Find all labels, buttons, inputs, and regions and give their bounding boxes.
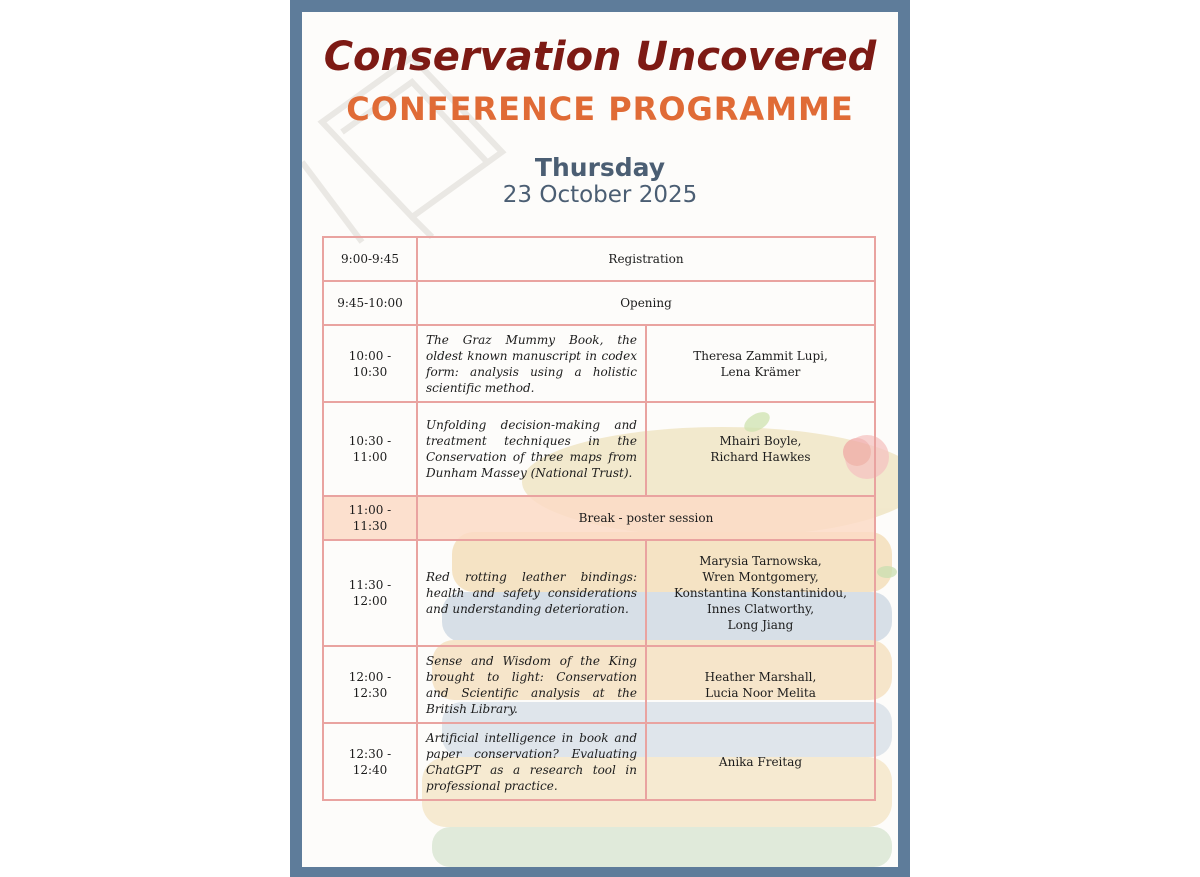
schedule-row bbox=[323, 540, 875, 646]
schedule-row bbox=[323, 402, 875, 496]
speaker-name: Heather Marshall, bbox=[704, 669, 817, 684]
time-cell: 11:00 - 11:30 bbox=[323, 496, 417, 540]
speaker-name: Theresa Zammit Lupi, bbox=[693, 348, 828, 363]
speaker-name: Richard Hawkes bbox=[710, 450, 811, 464]
speakers-cell bbox=[646, 325, 875, 402]
schedule-table bbox=[322, 236, 876, 801]
speaker-name: Lucia Noor Melita bbox=[705, 685, 816, 700]
speaker-name: Konstantina Konstantinidou, bbox=[674, 586, 847, 600]
time-cell: 11:30 - 12:00 bbox=[323, 540, 417, 646]
session-label: Registration bbox=[417, 237, 875, 281]
speakers-cell bbox=[646, 723, 875, 800]
talk-title: The Graz Mummy Book, the oldest known manuscript in codex form: analysis using a holistic scientific method. bbox=[417, 325, 646, 402]
break-label: Break - poster session bbox=[417, 496, 875, 540]
speaker-name: Marysia Tarnowska, bbox=[699, 554, 822, 568]
schedule-row bbox=[323, 237, 875, 281]
programme-heading: CONFERENCE PROGRAMME bbox=[346, 90, 854, 128]
speaker-name: Wren Montgomery, bbox=[702, 570, 819, 584]
schedule-row bbox=[323, 723, 875, 800]
talk-title: Artificial intelligence in book and paper conservation? Evaluating ChatGPT as a research tool in professional practice. bbox=[417, 723, 646, 800]
speaker-name: Innes Clatworthy, bbox=[706, 602, 815, 616]
schedule-row bbox=[323, 281, 875, 325]
speaker-name: Mhairi Boyle, bbox=[719, 434, 802, 448]
date-label: 23 October 2025 bbox=[502, 182, 698, 208]
day-label: Thursday bbox=[534, 153, 666, 182]
talk-title: Sense and Wisdom of the King brought to light: Conservation and Scientific analysis at the British Library. bbox=[417, 646, 646, 723]
speaker-name: Lena Krämer bbox=[720, 364, 801, 379]
speaker-name: Long Jiang bbox=[727, 618, 794, 632]
speakers-cell bbox=[646, 540, 875, 646]
time-cell: 9:00-9:45 bbox=[323, 237, 417, 281]
break-row bbox=[323, 496, 875, 540]
time-cell: 12:00 - 12:30 bbox=[323, 646, 417, 723]
open-book-outline-icon bbox=[302, 57, 502, 242]
conference-title: Conservation Uncovered bbox=[323, 34, 877, 80]
speakers-cell bbox=[646, 402, 875, 496]
schedule-row bbox=[323, 325, 875, 402]
time-cell: 12:30 - 12:40 bbox=[323, 723, 417, 800]
schedule-row bbox=[323, 646, 875, 723]
time-cell: 9:45-10:00 bbox=[323, 281, 417, 325]
speaker-name: Anika Freitag bbox=[718, 754, 803, 769]
talk-title: Red rotting leather bindings: health and safety considerations and understanding deterioration. bbox=[417, 540, 646, 646]
time-cell: 10:00 - 10:30 bbox=[323, 325, 417, 402]
time-cell: 10:30 - 11:00 bbox=[323, 402, 417, 496]
speakers-cell bbox=[646, 646, 875, 723]
talk-title: Unfolding decision-making and treatment techniques in the Conservation of three maps from Dunham Massey (National Trust). bbox=[417, 402, 646, 496]
session-label: Opening bbox=[417, 281, 875, 325]
